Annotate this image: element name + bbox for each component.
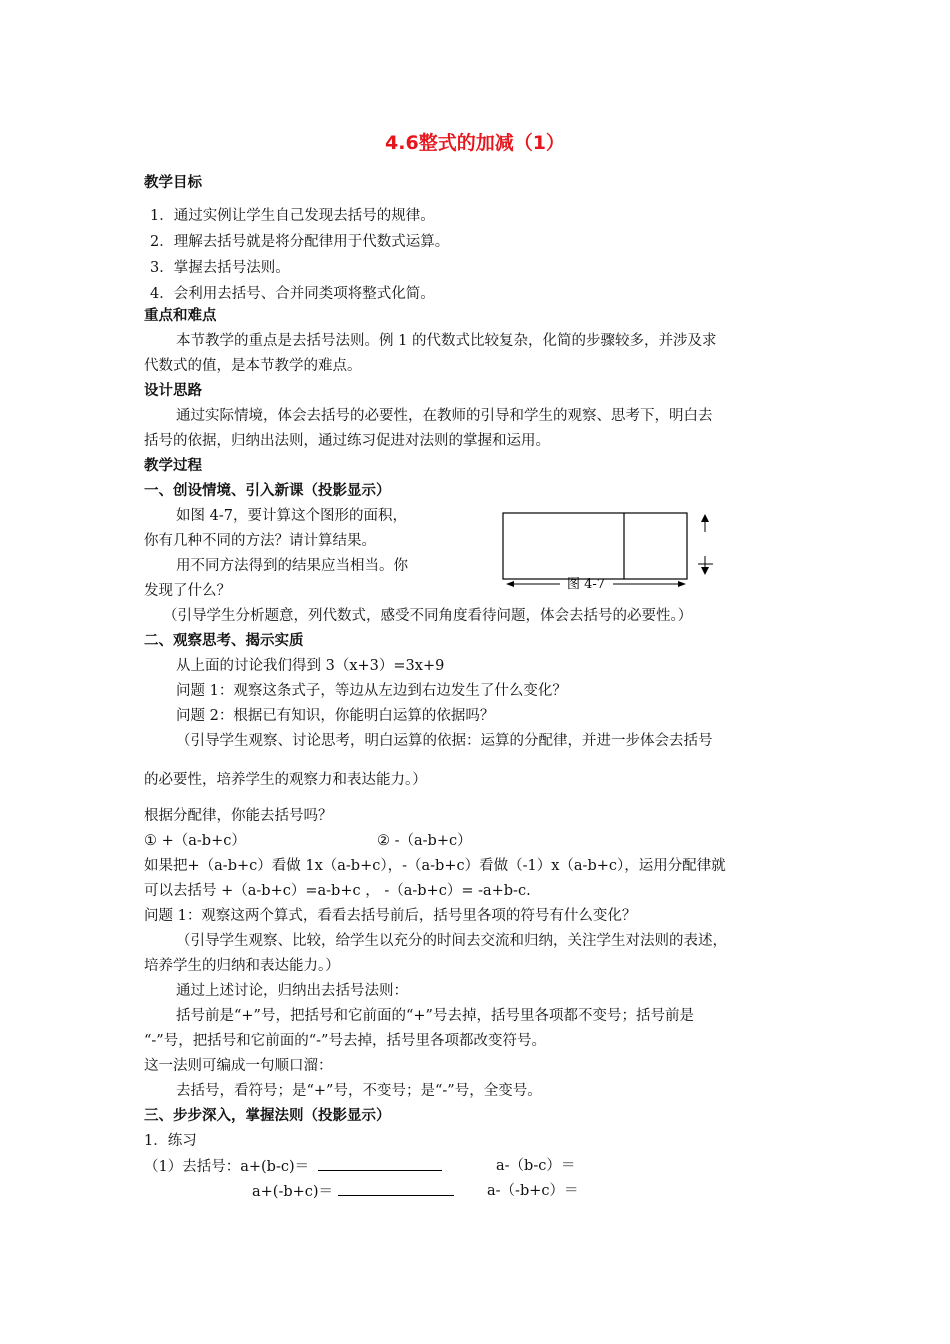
design-text: 括号的依据，归纳出法则，通过练习促进对法则的掌握和运用。	[144, 433, 550, 449]
design-heading: 设计思路	[144, 383, 202, 399]
process-heading: 教学过程	[144, 458, 202, 474]
part1-heading: 一、创设情境、引入新课（投影显示）	[144, 483, 391, 499]
key-text: 代数式的值，是本节教学的难点。	[144, 358, 362, 374]
figure-arrowhead-down	[701, 567, 709, 575]
part2-text: 问题 1：观察这条式子，等边从左边到右边发生了什么变化？	[176, 683, 567, 699]
answer-blank[interactable]	[318, 1156, 442, 1171]
part1-text: 如图 4-7，要计算这个图形的面积，	[176, 508, 407, 524]
part2-heading: 二、观察思考、揭示实质	[144, 633, 304, 649]
key-heading: 重点和难点	[144, 308, 217, 324]
distrib-question: 根据分配律，你能去括号吗？	[144, 808, 333, 824]
figure-arrowhead-up	[701, 514, 709, 522]
part2-guide: （引导学生观察、讨论思考，明白运算的依据：运算的分配律，并进一步体会去括号	[176, 733, 713, 749]
part1-text: 发现了什么？	[144, 583, 231, 599]
part2-text: 问题 2：根据已有知识，你能明白运算的依据吗？	[176, 708, 495, 724]
distrib-item-1: ① +（a-b+c）	[144, 833, 246, 849]
distrib-line: 如果把+（a-b+c）看做 1x（a-b+c），-（a-b+c）看做（-1）x（a-b+c），运用分配律就	[144, 858, 726, 874]
design-text: 通过实际情境，体会去括号的必要性，在教师的引导和学生的观察、思考下，明白去	[176, 408, 713, 424]
figure-arrowhead-left	[506, 581, 514, 587]
goal-item: 2．理解去括号就是将分配律用于代数式运算。	[150, 234, 450, 250]
rule-text: “-”号，把括号和它前面的“-”号去掉，括号里各项都改变符号。	[144, 1033, 546, 1049]
part1-text: 你有几种不同的方法？请计算结果。	[144, 533, 376, 549]
part1-guide: （引导学生分析题意，列代数式，感受不同角度看待问题，体会去括号的必要性。）	[163, 608, 693, 624]
key-text: 本节教学的重点是去括号法则。例 1 的代数式比较复杂，化简的步骤较多，并涉及求	[176, 333, 717, 349]
goal-item: 4．会利用去括号、合并同类项将整式化简。	[150, 286, 435, 302]
exercise-label: 1．练习	[144, 1133, 197, 1149]
figure-arrowhead-right	[678, 581, 686, 587]
part2-guide: 的必要性，培养学生的观察力和表达能力。）	[144, 772, 427, 788]
goals-heading: 教学目标	[144, 175, 202, 191]
rhyme-intro: 这一法则可编成一句顺口溜：	[144, 1058, 333, 1074]
part3-heading: 三、步步深入，掌握法则（投影显示）	[144, 1108, 391, 1124]
figure-caption: 图 4-7	[566, 577, 606, 592]
rule-text: 括号前是“+”号，把括号和它前面的“+”号去掉，括号里各项都不变号；括号前是	[176, 1008, 694, 1024]
page-title: 4.6整式的加减（1）	[385, 132, 565, 154]
answer-blank[interactable]	[338, 1181, 454, 1196]
figure-4-7	[498, 508, 728, 598]
exercise-row-2	[252, 1181, 454, 1202]
exercise-2b: a-（-b+c）＝	[487, 1183, 579, 1199]
part1-text: 用不同方法得到的结果应当相当。你	[176, 558, 408, 574]
exercise-2a: a+(-b+c)＝	[252, 1184, 334, 1200]
part2-text: 从上面的讨论我们得到 3（x+3）=3x+9	[176, 658, 445, 674]
distrib-guide: 培养学生的归纳和表达能力。）	[144, 958, 340, 974]
distrib-summary: 通过上述讨论，归纳出去括号法则：	[176, 983, 408, 999]
goal-item: 1．通过实例让学生自己发现去括号的规律。	[150, 208, 435, 224]
distrib-question-1: 问题 1：观察这两个算式，看看去括号前后，括号里各项的符号有什么变化？	[144, 908, 637, 924]
distrib-guide: （引导学生观察、比较，给学生以充分的时间去交流和归纳，关注学生对法则的表述，	[176, 933, 727, 949]
goal-item: 3．掌握去括号法则。	[150, 260, 290, 276]
exercise-row-1	[144, 1156, 442, 1177]
distrib-line: 可以去括号 +（a-b+c）=a-b+c ， -（a-b+c）= -a+b-c.	[144, 883, 531, 899]
distrib-item-2: ② -（a-b+c）	[377, 833, 472, 849]
rhyme: 去括号，看符号；是“+”号，不变号；是“-”号，全变号。	[176, 1083, 542, 1099]
figure-outer-rect	[503, 513, 687, 579]
exercise-1a: （1）去括号：a+(b-c)＝	[144, 1159, 310, 1175]
exercise-1b: a-（b-c）＝	[496, 1158, 576, 1174]
